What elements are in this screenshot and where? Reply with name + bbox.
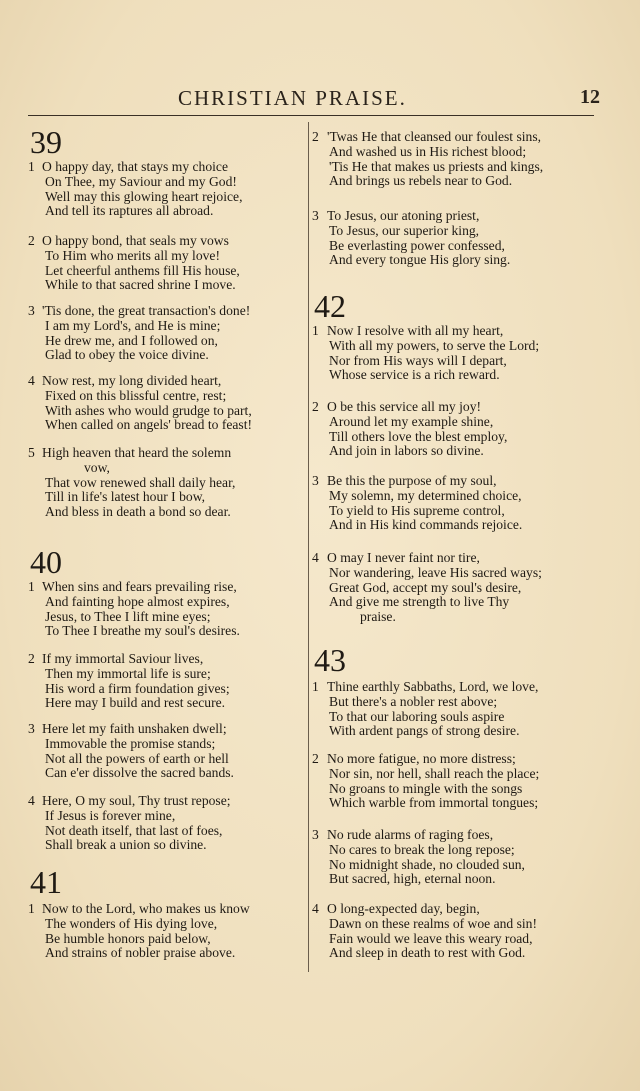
verse-text: 'Twas He that cleansed our foulest sins, bbox=[327, 129, 542, 144]
verse-text: Dawn on these realms of woe and sin! bbox=[329, 915, 538, 931]
verse-text: When sins and fears prevailing rise, bbox=[42, 579, 237, 594]
verse-text: 'Tis done, the great transaction's done! bbox=[42, 303, 251, 318]
stanza-line bbox=[312, 253, 592, 268]
stanza-line bbox=[312, 767, 592, 782]
stanza-line bbox=[312, 872, 592, 887]
running-header bbox=[30, 86, 600, 110]
stanza-line bbox=[28, 667, 308, 682]
stanza-line bbox=[312, 946, 592, 961]
verse-text: To that our laboring souls aspire bbox=[329, 708, 505, 724]
stanza-first-line bbox=[28, 304, 308, 319]
verse-text: No midnight shade, no clouded sun, bbox=[329, 856, 525, 872]
verse-text: Immovable the promise stands; bbox=[45, 735, 216, 751]
verse-text: O long-expected day, begin, bbox=[327, 901, 480, 916]
stanza-first-line bbox=[28, 160, 308, 175]
stanza-line bbox=[312, 710, 592, 725]
verse-number: 4 bbox=[28, 793, 35, 808]
stanza-line bbox=[312, 917, 592, 932]
verse-text: With ardent pangs of strong desire. bbox=[329, 723, 520, 739]
verse-text: Can e'er dissolve the sacred bands. bbox=[45, 765, 234, 781]
stanza-first-line bbox=[28, 652, 308, 667]
verse-text: I am my Lord's, and He is mine; bbox=[45, 317, 221, 333]
verse-text: No more fatigue, no more distress; bbox=[327, 751, 516, 766]
stanza bbox=[28, 374, 308, 433]
verse-text: Not death itself, that last of foes, bbox=[45, 822, 223, 838]
verse-number: 1 bbox=[312, 323, 319, 338]
page-number: 12 bbox=[580, 86, 600, 108]
stanza-line bbox=[28, 278, 308, 293]
stanza bbox=[312, 474, 592, 533]
stanza bbox=[28, 652, 308, 711]
stanza-line bbox=[28, 348, 308, 363]
stanza-line bbox=[28, 824, 308, 839]
verse-text: With all my powers, to serve the Lord; bbox=[329, 337, 540, 353]
verse-text: And sleep in death to rest with God. bbox=[329, 945, 526, 961]
verse-text: His word a firm foundation gives; bbox=[45, 680, 230, 696]
stanza-line bbox=[312, 932, 592, 947]
verse-text: Around let my example shine, bbox=[329, 413, 494, 429]
verse-text: With ashes who would grudge to part, bbox=[45, 402, 252, 418]
verse-text: Great God, accept my soul's desire, bbox=[329, 579, 522, 595]
verse-number: 4 bbox=[28, 373, 35, 388]
verse-number: 3 bbox=[312, 473, 319, 488]
stanza-line bbox=[312, 224, 592, 239]
stanza-line bbox=[28, 809, 308, 824]
verse-text: Now rest, my long divided heart, bbox=[42, 373, 222, 388]
stanza-first-line bbox=[312, 828, 592, 843]
stanza-line bbox=[28, 838, 308, 853]
verse-text: 'Tis He that makes us priests and kings, bbox=[329, 158, 544, 174]
verse-text: Now I resolve with all my heart, bbox=[327, 323, 504, 338]
stanza-line bbox=[28, 682, 308, 697]
hymn-number: 42 bbox=[314, 288, 346, 324]
verse-text: Thine earthly Sabbaths, Lord, we love, bbox=[327, 679, 539, 694]
stanza bbox=[28, 304, 308, 363]
stanza-line bbox=[28, 175, 308, 190]
stanza-first-line bbox=[28, 722, 308, 737]
verse-text: To Thee I breathe my soul's desires. bbox=[45, 623, 240, 639]
stanza-line bbox=[28, 389, 308, 404]
stanza bbox=[312, 680, 592, 739]
verse-text: O may I never faint nor tire, bbox=[327, 550, 480, 565]
stanza-line bbox=[312, 415, 592, 430]
verse-text: Be humble honors paid below, bbox=[45, 930, 211, 946]
verse-number: 2 bbox=[312, 129, 319, 144]
stanza-line bbox=[28, 476, 308, 491]
stanza-line bbox=[28, 917, 308, 932]
running-title: CHRISTIAN PRAISE. bbox=[178, 86, 407, 110]
verse-text: Be everlasting power confessed, bbox=[329, 237, 505, 253]
verse-text: High heaven that heard the solemn bbox=[42, 445, 232, 460]
stanza-line bbox=[28, 190, 308, 205]
verse-text: Then my immortal life is sure; bbox=[45, 665, 211, 681]
verse-text: vow, bbox=[84, 459, 110, 475]
stanza-first-line bbox=[28, 374, 308, 389]
verse-text: Let cheerful anthems fill His house, bbox=[45, 262, 240, 278]
verse-number: 1 bbox=[312, 679, 319, 694]
stanza-line bbox=[312, 489, 592, 504]
stanza-line bbox=[312, 518, 592, 533]
stanza-line bbox=[312, 368, 592, 383]
stanza-line bbox=[28, 418, 308, 433]
verse-number: 3 bbox=[312, 827, 319, 842]
verse-number: 2 bbox=[312, 751, 319, 766]
verse-text: No rude alarms of raging foes, bbox=[327, 827, 494, 842]
verse-number: 5 bbox=[28, 445, 35, 460]
stanza-line bbox=[312, 339, 592, 354]
stanza-line bbox=[28, 404, 308, 419]
stanza bbox=[28, 902, 308, 961]
stanza bbox=[312, 400, 592, 459]
verse-text: Now to the Lord, who makes us know bbox=[42, 901, 250, 916]
verse-number: 2 bbox=[28, 233, 35, 248]
verse-text: O happy bond, that seals my vows bbox=[42, 233, 229, 248]
hymn-number: 41 bbox=[30, 864, 62, 900]
verse-text: When called on angels' bread to feast! bbox=[45, 417, 253, 433]
stanza-line bbox=[28, 319, 308, 334]
verse-text: Which warble from immortal tongues; bbox=[329, 795, 539, 811]
verse-text: My solemn, my determined choice, bbox=[329, 487, 522, 503]
stanza-line bbox=[312, 610, 592, 625]
stanza bbox=[312, 752, 592, 811]
hymn-number: 39 bbox=[30, 124, 62, 160]
stanza-line bbox=[312, 430, 592, 445]
stanza-line bbox=[28, 696, 308, 711]
stanza-line bbox=[28, 624, 308, 639]
verse-number: 1 bbox=[28, 159, 35, 174]
stanza bbox=[28, 160, 308, 219]
stanza-line bbox=[312, 695, 592, 710]
stanza-line bbox=[312, 504, 592, 519]
verse-text: To Him who merits all my love! bbox=[45, 247, 220, 263]
verse-text: And strains of nobler praise above. bbox=[45, 945, 236, 961]
stanza-first-line bbox=[312, 130, 592, 145]
verse-text: And give me strength to live Thy bbox=[329, 594, 510, 610]
verse-text: Be this the purpose of my soul, bbox=[327, 473, 497, 488]
verse-text: And join in labors so divine. bbox=[329, 443, 484, 459]
stanza bbox=[28, 446, 308, 520]
stanza bbox=[312, 902, 592, 961]
verse-text: And every tongue His glory sing. bbox=[329, 252, 511, 268]
stanza-line bbox=[28, 505, 308, 520]
stanza-line bbox=[312, 724, 592, 739]
verse-number: 3 bbox=[312, 208, 319, 223]
stanza-first-line bbox=[312, 324, 592, 339]
stanza-first-line bbox=[28, 580, 308, 595]
stanza-line bbox=[312, 796, 592, 811]
stanza-first-line bbox=[312, 209, 592, 224]
stanza-line bbox=[28, 595, 308, 610]
stanza-line bbox=[28, 334, 308, 349]
stanza-line bbox=[312, 566, 592, 581]
stanza-first-line bbox=[312, 400, 592, 415]
stanza-first-line bbox=[28, 794, 308, 809]
stanza bbox=[28, 794, 308, 853]
stanza-line bbox=[28, 204, 308, 219]
verse-text: O be this service all my joy! bbox=[327, 399, 482, 414]
verse-text: Glad to obey the voice divine. bbox=[45, 347, 209, 363]
stanza bbox=[28, 234, 308, 293]
stanza-line bbox=[312, 160, 592, 175]
verse-text: praise. bbox=[360, 609, 396, 625]
stanza-line bbox=[28, 490, 308, 505]
verse-text: No cares to break the long repose; bbox=[329, 841, 515, 857]
verse-text: To yield to His supreme control, bbox=[329, 502, 505, 518]
stanza-line bbox=[312, 444, 592, 459]
verse-text: Whose service is a rich reward. bbox=[329, 367, 500, 383]
verse-text: To Jesus, our atoning priest, bbox=[327, 208, 480, 223]
verse-number: 2 bbox=[28, 651, 35, 666]
verse-text: Not all the powers of earth or hell bbox=[45, 750, 229, 766]
stanza-line bbox=[312, 843, 592, 858]
verse-text: Till in life's latest hour I bow, bbox=[45, 489, 206, 505]
stanza-line bbox=[312, 145, 592, 160]
verse-text: Here may I build and rest secure. bbox=[45, 695, 226, 711]
verse-text: Here let my faith unshaken dwell; bbox=[42, 721, 227, 736]
header-rule bbox=[28, 115, 594, 116]
stanza-first-line bbox=[312, 474, 592, 489]
stanza-line bbox=[28, 249, 308, 264]
stanza-first-line bbox=[28, 446, 308, 461]
stanza-line bbox=[312, 354, 592, 369]
stanza bbox=[312, 551, 592, 625]
verse-text: That vow renewed shall daily hear, bbox=[45, 474, 236, 490]
verse-text: And bless in death a bond so dear. bbox=[45, 504, 231, 520]
verse-text: Fain would we leave this weary road, bbox=[329, 930, 533, 946]
verse-text: He drew me, and I followed on, bbox=[45, 332, 218, 348]
verse-text: On Thee, my Saviour and my God! bbox=[45, 173, 237, 189]
verse-text: Here, O my soul, Thy trust repose; bbox=[42, 793, 231, 808]
stanza-line bbox=[312, 595, 592, 610]
verse-text: To Jesus, our superior king, bbox=[329, 222, 480, 238]
stanza-line bbox=[28, 610, 308, 625]
stanza-line bbox=[312, 782, 592, 797]
verse-text: If Jesus is forever mine, bbox=[45, 807, 176, 823]
stanza-line bbox=[28, 766, 308, 781]
stanza-line bbox=[312, 858, 592, 873]
verse-text: Nor from His ways will I depart, bbox=[329, 352, 507, 368]
stanza-line bbox=[28, 461, 308, 476]
verse-text: If my immortal Saviour lives, bbox=[42, 651, 204, 666]
stanza-line bbox=[312, 239, 592, 254]
verse-number: 3 bbox=[28, 721, 35, 736]
verse-text: The wonders of His dying love, bbox=[45, 915, 218, 931]
verse-text: But there's a nobler rest above; bbox=[329, 693, 498, 709]
verse-text: No groans to mingle with the songs bbox=[329, 780, 523, 796]
verse-text: While to that sacred shrine I move. bbox=[45, 277, 236, 293]
verse-text: Nor wandering, leave His sacred ways; bbox=[329, 564, 542, 580]
stanza bbox=[312, 130, 592, 189]
verse-text: And tell its raptures all abroad. bbox=[45, 203, 214, 219]
verse-number: 3 bbox=[28, 303, 35, 318]
verse-text: O happy day, that stays my choice bbox=[42, 159, 228, 174]
verse-text: Nor sin, nor hell, shall reach the place; bbox=[329, 765, 540, 781]
verse-number: 1 bbox=[28, 901, 35, 916]
stanza-first-line bbox=[28, 902, 308, 917]
stanza-first-line bbox=[312, 551, 592, 566]
stanza-first-line bbox=[312, 902, 592, 917]
stanza-line bbox=[28, 264, 308, 279]
verse-number: 4 bbox=[312, 901, 319, 916]
verse-text: But sacred, high, eternal noon. bbox=[329, 871, 496, 887]
stanza-line bbox=[28, 932, 308, 947]
verse-text: Shall break a union so divine. bbox=[45, 837, 207, 853]
stanza-line bbox=[28, 737, 308, 752]
verse-text: Till others love the blest employ, bbox=[329, 428, 508, 444]
verse-text: Jesus, to Thee I lift mine eyes; bbox=[45, 608, 211, 624]
verse-text: And fainting hope almost expires, bbox=[45, 593, 230, 609]
verse-number: 2 bbox=[312, 399, 319, 414]
stanza-line bbox=[312, 174, 592, 189]
stanza-first-line bbox=[28, 234, 308, 249]
verse-text: Fixed on this blissful centre, rest; bbox=[45, 387, 227, 403]
stanza bbox=[312, 209, 592, 268]
verse-text: And in His kind commands rejoice. bbox=[329, 517, 523, 533]
column-divider bbox=[308, 122, 309, 972]
stanza-line bbox=[28, 752, 308, 767]
verse-text: And brings us rebels near to God. bbox=[329, 173, 513, 189]
stanza-line bbox=[312, 581, 592, 596]
verse-number: 4 bbox=[312, 550, 319, 565]
stanza-first-line bbox=[312, 752, 592, 767]
verse-text: Well may this glowing heart rejoice, bbox=[45, 188, 243, 204]
stanza bbox=[28, 580, 308, 639]
stanza-first-line bbox=[312, 680, 592, 695]
stanza bbox=[312, 324, 592, 383]
stanza bbox=[28, 722, 308, 781]
hymn-number: 43 bbox=[314, 642, 346, 678]
stanza-line bbox=[28, 946, 308, 961]
hymn-number: 40 bbox=[30, 544, 62, 580]
verse-number: 1 bbox=[28, 579, 35, 594]
stanza bbox=[312, 828, 592, 887]
verse-text: And washed us in His richest blood; bbox=[329, 143, 527, 159]
